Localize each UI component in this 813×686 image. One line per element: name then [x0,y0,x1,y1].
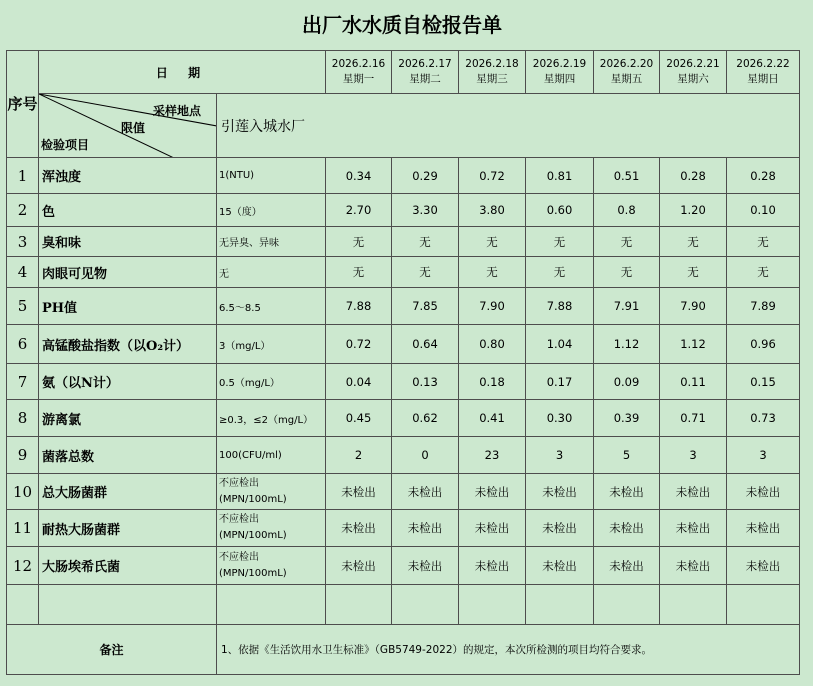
empty-cell [39,585,217,625]
date-cell: 2026.2.17 星期二 [392,51,459,94]
value-cell: 0.81 [526,158,594,194]
item-name-cell: 氨（以N计） [39,364,217,400]
value-cell: 0.28 [727,158,800,194]
limit-cell: 15（度） [217,194,326,227]
value-cell: 0.62 [392,400,459,437]
item-name-cell: 大肠埃希氏菌 [39,547,217,585]
value-cell: 0.73 [727,400,800,437]
site-row [7,94,800,158]
value-cell: 0.29 [392,158,459,194]
value-cell: 7.88 [326,288,392,325]
value-cell: 无 [526,227,594,257]
sampling-site: 引莲入城水厂 [217,94,800,158]
seq-cell: 6 [7,325,39,364]
seq-cell: 1 [7,158,39,194]
limit-cell: 不应检出(MPN/100mL) [217,510,326,547]
value-cell: 0.17 [526,364,594,400]
item-label: 检验项目 [41,138,90,152]
value-cell: 无 [392,257,459,288]
table-row [7,400,800,437]
value-cell: 7.88 [526,288,594,325]
value-cell: 未检出 [727,547,800,585]
value-cell: 未检出 [526,510,594,547]
seq-cell: 4 [7,257,39,288]
value-cell: 7.85 [392,288,459,325]
value-cell: 无 [326,227,392,257]
value-cell: 未检出 [392,547,459,585]
seq-cell: 9 [7,437,39,474]
value-cell: 0.13 [392,364,459,400]
value-cell: 未检出 [392,510,459,547]
remark-label: 备注 [7,625,217,675]
seq-cell: 3 [7,227,39,257]
value-cell: 1.12 [594,325,660,364]
value-cell: 无 [660,257,727,288]
table-row [7,257,800,288]
date-cell: 2026.2.22 星期日 [727,51,800,94]
empty-cell [392,585,459,625]
value-cell: 0.18 [459,364,526,400]
item-name-cell: 浑浊度 [39,158,217,194]
limit-cell: 6.5～8.5 [217,288,326,325]
table-row [7,510,800,547]
value-cell: 未检出 [392,474,459,510]
value-cell: 0.51 [594,158,660,194]
remark-text: 1、依据《生活饮用水卫生标准》（GB5749-2022）的规定，本次所检测的项目均符合要求。 [217,625,800,675]
value-cell: 未检出 [660,510,727,547]
value-cell: 未检出 [727,510,800,547]
item-name-cell: 色 [39,194,217,227]
limit-cell: 3（mg/L） [217,325,326,364]
value-cell: 3.30 [392,194,459,227]
value-cell: 未检出 [526,547,594,585]
value-cell: 无 [594,227,660,257]
value-cell: 0.11 [660,364,727,400]
date-row [7,51,800,94]
limit-cell: 0.5（mg/L） [217,364,326,400]
value-cell: 7.90 [660,288,727,325]
report-table [6,50,800,675]
value-cell: 未检出 [660,474,727,510]
value-cell: 未检出 [326,547,392,585]
value-cell: 无 [594,257,660,288]
value-cell: 未检出 [326,474,392,510]
value-cell: 未检出 [594,474,660,510]
value-cell: 7.91 [594,288,660,325]
seq-cell: 11 [7,510,39,547]
limit-label: 限值 [121,121,146,135]
table-row [7,325,800,364]
value-cell: 0.34 [326,158,392,194]
value-cell: 1.20 [660,194,727,227]
limit-cell: 无异臭、异味 [217,227,326,257]
value-cell: 0.60 [526,194,594,227]
seq-cell: 7 [7,364,39,400]
table-row [7,194,800,227]
value-cell: 0.09 [594,364,660,400]
table-row [7,227,800,257]
value-cell: 未检出 [526,474,594,510]
value-cell: 0 [392,437,459,474]
empty-cell [326,585,392,625]
value-cell: 未检出 [594,510,660,547]
value-cell: 0.72 [459,158,526,194]
value-cell: 7.89 [727,288,800,325]
value-cell: 0.71 [660,400,727,437]
date-cell: 2026.2.19 星期四 [526,51,594,94]
empty-cell [217,585,326,625]
seq-cell: 12 [7,547,39,585]
value-cell: 0.28 [660,158,727,194]
value-cell: 未检出 [459,474,526,510]
table-row [7,437,800,474]
value-cell: 3 [660,437,727,474]
value-cell: 2.70 [326,194,392,227]
empty-cell [459,585,526,625]
value-cell: 0.80 [459,325,526,364]
diagonal-header-cell [39,94,217,158]
value-cell: 无 [459,257,526,288]
item-name-cell: 游离氯 [39,400,217,437]
value-cell: 未检出 [459,510,526,547]
value-cell: 0.45 [326,400,392,437]
value-cell: 未检出 [326,510,392,547]
empty-row [7,585,800,625]
empty-cell [660,585,727,625]
date-cell: 2026.2.21 星期六 [660,51,727,94]
value-cell: 3.80 [459,194,526,227]
value-cell: 未检出 [727,474,800,510]
limit-cell: 100(CFU/ml) [217,437,326,474]
value-cell: 0.39 [594,400,660,437]
empty-cell [526,585,594,625]
value-cell: 无 [526,257,594,288]
value-cell: 无 [727,257,800,288]
value-cell: 0.10 [727,194,800,227]
value-cell: 未检出 [459,547,526,585]
value-cell: 无 [727,227,800,257]
value-cell: 7.90 [459,288,526,325]
value-cell: 无 [660,227,727,257]
table-row [7,474,800,510]
item-name-cell: 高锰酸盐指数（以O₂计） [39,325,217,364]
date-header: 日 期 [39,51,326,94]
item-name-cell: 肉眼可见物 [39,257,217,288]
value-cell: 未检出 [594,547,660,585]
value-cell: 0.96 [727,325,800,364]
table-row [7,158,800,194]
limit-cell: 无 [217,257,326,288]
value-cell: 0.30 [526,400,594,437]
value-cell: 0.04 [326,364,392,400]
date-cell: 2026.2.16 星期一 [326,51,392,94]
value-cell: 0.8 [594,194,660,227]
value-cell: 0.64 [392,325,459,364]
empty-cell [7,585,39,625]
seq-header: 序号 [7,51,39,158]
value-cell: 0.41 [459,400,526,437]
date-cell: 2026.2.18 星期三 [459,51,526,94]
value-cell: 无 [392,227,459,257]
seq-cell: 8 [7,400,39,437]
value-cell: 2 [326,437,392,474]
value-cell: 23 [459,437,526,474]
limit-cell: ≥0.3，≤2（mg/L） [217,400,326,437]
seq-cell: 5 [7,288,39,325]
table-row [7,364,800,400]
sampling-site-label: 采样地点 [153,104,202,118]
item-name-cell: 耐热大肠菌群 [39,510,217,547]
value-cell: 0.15 [727,364,800,400]
item-name-cell: PH值 [39,288,217,325]
value-cell: 3 [526,437,594,474]
table-row [7,547,800,585]
limit-cell: 1(NTU) [217,158,326,194]
date-cell: 2026.2.20 星期五 [594,51,660,94]
value-cell: 5 [594,437,660,474]
value-cell: 3 [727,437,800,474]
item-name-cell: 总大肠菌群 [39,474,217,510]
item-name-cell: 臭和味 [39,227,217,257]
seq-cell: 10 [7,474,39,510]
value-cell: 0.72 [326,325,392,364]
item-name-cell: 菌落总数 [39,437,217,474]
value-cell: 无 [326,257,392,288]
table-row [7,288,800,325]
seq-cell: 2 [7,194,39,227]
remark-row [7,625,800,675]
empty-cell [727,585,800,625]
value-cell: 未检出 [660,547,727,585]
value-cell: 1.12 [660,325,727,364]
value-cell: 无 [459,227,526,257]
limit-cell: 不应检出(MPN/100mL) [217,547,326,585]
value-cell: 1.04 [526,325,594,364]
limit-cell: 不应检出(MPN/100mL) [217,474,326,510]
empty-cell [594,585,660,625]
report-title: 出厂水水质自检报告单 [302,13,502,37]
